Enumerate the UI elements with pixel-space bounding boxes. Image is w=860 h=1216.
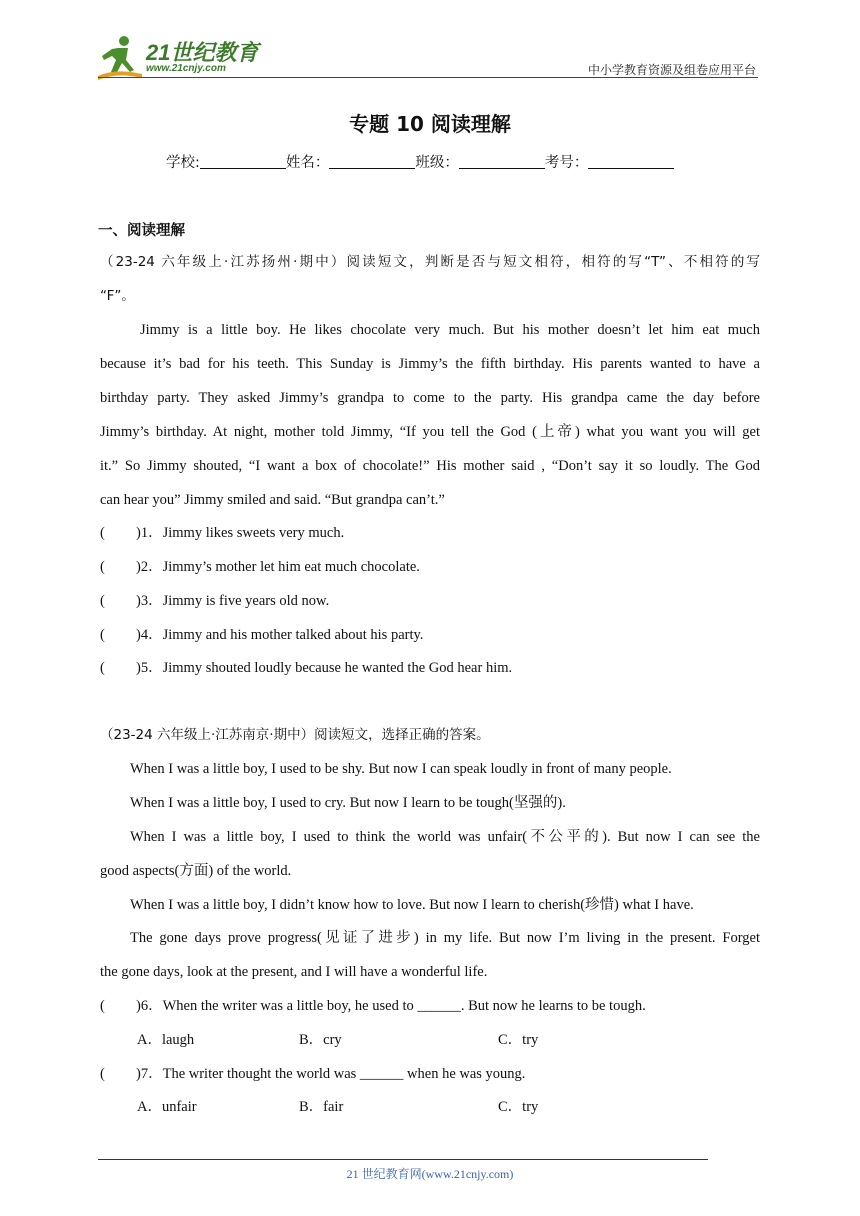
section-title: 一、阅读理解	[98, 223, 185, 239]
logo-url-text: www.21cnjy.com	[146, 63, 226, 74]
class-blank	[459, 154, 545, 169]
passage2-line: When I was a little boy, I used to be shy. But now I can speak loudly in front of many people.	[130, 761, 672, 777]
passage1-line: Jimmy is a little boy. He likes chocolate very much. But his mother doesn’t let him eat much	[140, 322, 760, 338]
answer-paren[interactable]: (	[100, 1066, 105, 1082]
answer-paren[interactable]: (	[100, 593, 105, 609]
option-b[interactable]: B．fair	[299, 1099, 344, 1115]
header-divider	[98, 77, 758, 78]
option-a[interactable]: A．unfair	[137, 1099, 197, 1115]
logo-main-text: 21世纪教育	[146, 40, 259, 65]
passage1-line: because it’s bad for his teeth. This Sunday is Jimmy’s the fifth birthday. His parents wanted to have a	[100, 356, 760, 372]
passage1-intro-cont: “F”。	[100, 288, 135, 304]
passage1-line: it.” So Jimmy shouted, “I want a box of chocolate!” His mother said , “Don’t say it so loudly. The God	[100, 458, 760, 474]
site-logo	[96, 34, 266, 80]
passage1-line: birthday party. They asked Jimmy’s grandpa to come to the party. His grandpa came the day before	[100, 390, 760, 406]
question-5: ( )5．Jimmy shouted loudly because he wanted the God hear him.	[100, 651, 760, 685]
passage2-line: When I was a little boy, I used to think the world was unfair(不公平的). But now I can see the	[130, 829, 760, 845]
answer-paren[interactable]: (	[100, 998, 105, 1014]
footer-divider	[98, 1159, 708, 1160]
name-blank	[329, 154, 415, 169]
option-c[interactable]: C．try	[498, 1099, 539, 1115]
passage2-line: The gone days prove progress(见证了进步) in my life. But now I’m living in the present. Forget	[130, 930, 760, 946]
answer-paren[interactable]: (	[100, 559, 105, 575]
passage2-line: good aspects(方面) of the world.	[100, 863, 292, 879]
passage1-line: can hear you” Jimmy smiled and said. “But grandpa can’t.”	[100, 492, 445, 508]
name-label: 姓名：	[285, 155, 330, 171]
runner-logo-icon	[96, 34, 144, 80]
number-label: 考号：	[544, 155, 589, 171]
question-4: ( )4．Jimmy and his mother talked about his party.	[100, 618, 760, 652]
platform-name: 中小学教育资源及组卷应用平台	[587, 63, 756, 77]
passage2-line: When I was a little boy, I used to cry. But now I learn to be tough(坚强的).	[130, 795, 566, 811]
school-blank	[200, 154, 286, 169]
passage2-line: the gone days, look at the present, and I will have a wonderful life.	[100, 964, 488, 980]
passage1-intro: （23-24 六年级上·江苏扬州·期中）阅读短文，判断是否与短文相符，相符的写“T”、不相符的写	[100, 254, 760, 270]
number-blank	[588, 154, 674, 169]
answer-paren[interactable]: (	[100, 627, 105, 643]
question-2: ( )2．Jimmy’s mother let him eat much chocolate.	[100, 550, 760, 584]
page-title: 专题 10 阅读理解	[349, 112, 511, 136]
passage1-line: Jimmy’s birthday. At night, mother told Jimmy, “If you tell the God (上帝) what you want you will get	[100, 424, 760, 440]
class-label: 班级：	[415, 155, 459, 171]
option-a[interactable]: A．laugh	[137, 1032, 195, 1048]
option-b[interactable]: B．cry	[299, 1032, 342, 1048]
passage2-intro: （23-24 六年级上·江苏南京·期中）阅读短文，选择正确的答案。	[100, 727, 490, 743]
passage2-line: When I was a little boy, I didn’t know how to love. But now I learn to cherish(珍惜) what I have.	[130, 897, 694, 913]
question-7: ( )7．The writer thought the world was ______ when he was young.	[100, 1057, 760, 1091]
school-label: 学校:	[166, 155, 200, 171]
footer-link[interactable]: 21 世纪教育网(www.21cnjy.com)	[346, 1167, 514, 1181]
answer-paren[interactable]: (	[100, 660, 105, 676]
option-c[interactable]: C．try	[498, 1032, 539, 1048]
question-1: ( )1．Jimmy likes sweets very much.	[100, 516, 760, 550]
question-3: ( )3．Jimmy is five years old now.	[100, 584, 760, 618]
student-info-row	[166, 151, 674, 172]
answer-paren[interactable]: (	[100, 525, 105, 541]
question-6: ( )6．When the writer was a little boy, he used to ______. But now he learns to be tough.	[100, 989, 760, 1023]
